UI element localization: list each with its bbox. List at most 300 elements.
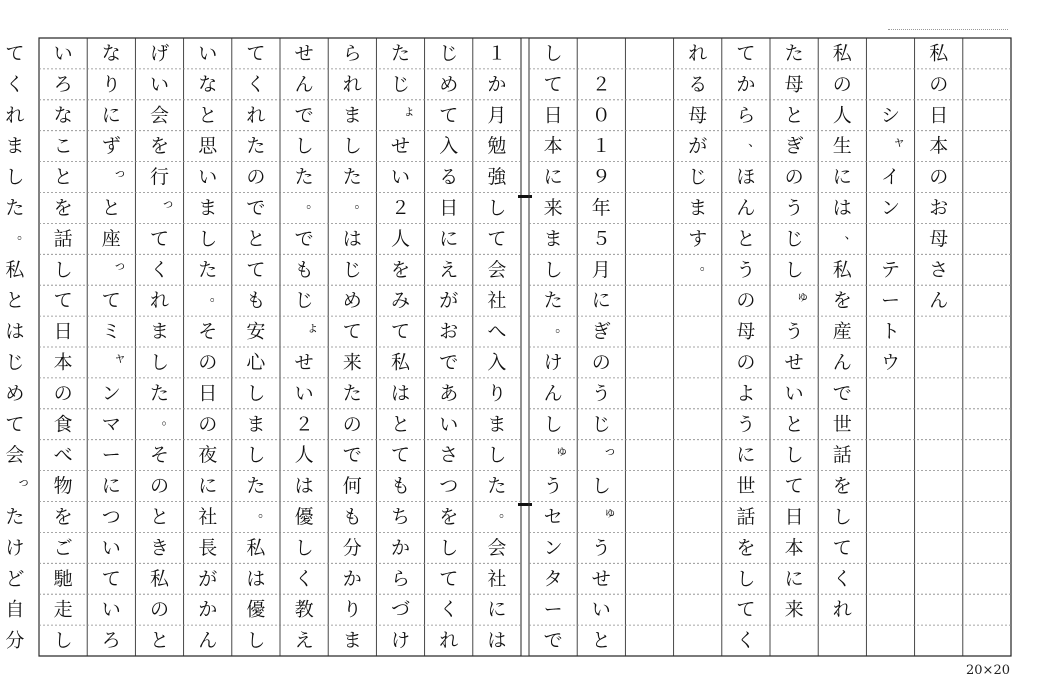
manuscript-char: 日 (53, 320, 73, 343)
manuscript-char: め (439, 73, 459, 96)
manuscript-char: り (101, 73, 121, 96)
manuscript-char: ま (342, 629, 362, 652)
manuscript-char: て (53, 289, 73, 312)
manuscript-char: マ (101, 413, 121, 436)
manuscript-char: く (246, 73, 266, 96)
manuscript-char: 座 (101, 227, 121, 250)
manuscript-char: が (688, 135, 708, 158)
manuscript-char: そ (149, 444, 170, 467)
manuscript-char: し (439, 536, 459, 559)
manuscript-char: し (832, 505, 852, 528)
manuscript-char: 行 (149, 166, 170, 189)
manuscript-column-2 (929, 42, 949, 311)
manuscript-column-19 (102, 42, 127, 651)
manuscript-char: し (736, 567, 756, 590)
manuscript-char: た (784, 42, 804, 65)
manuscript-char: さ (439, 444, 459, 467)
manuscript-char: ー (101, 444, 121, 467)
manuscript-char: う (543, 475, 563, 498)
manuscript-char: し (487, 196, 507, 219)
manuscript-char: に (487, 598, 507, 621)
manuscript-char: の (929, 73, 949, 96)
manuscript-char: で (294, 104, 314, 127)
manuscript-char: ろ (53, 73, 73, 96)
manuscript-char: ゅ (603, 505, 617, 521)
manuscript-char: を (149, 135, 170, 158)
manuscript-char: い (439, 413, 459, 436)
manuscript-char: ン (543, 536, 563, 559)
manuscript-char: う (591, 536, 611, 559)
manuscript-char: と (101, 196, 121, 219)
manuscript-char: の (929, 166, 949, 189)
manuscript-char: づ (390, 598, 411, 621)
manuscript-char: し (294, 536, 314, 559)
manuscript-char: 、 (748, 134, 762, 150)
manuscript-char: ら (736, 104, 756, 127)
manuscript-char: し (246, 629, 266, 652)
manuscript-column-9 (592, 73, 617, 651)
manuscript-char: 私 (5, 258, 25, 281)
manuscript-char: て (101, 567, 121, 590)
manuscript-char: と (591, 629, 611, 652)
manuscript-char: ０ (591, 104, 611, 127)
manuscript-char: に (198, 475, 218, 498)
manuscript-char: 私 (832, 258, 852, 281)
manuscript-char: っ (603, 443, 617, 459)
manuscript-char: っ (113, 258, 127, 274)
manuscript-char: た (5, 505, 25, 528)
manuscript-char: １ (487, 42, 507, 65)
manuscript-char: で (294, 227, 314, 250)
manuscript-char: て (149, 227, 170, 250)
manuscript-char: お (439, 320, 459, 343)
center-fold-band (521, 38, 529, 656)
manuscript-char: み (390, 289, 411, 312)
manuscript-char: に (591, 289, 611, 312)
manuscript-char: 長 (198, 536, 218, 559)
manuscript-column-10 (544, 42, 569, 651)
manuscript-char: ど (5, 567, 25, 590)
manuscript-column-18 (150, 42, 175, 651)
manuscript-char: 会 (149, 104, 170, 127)
manuscript-char: は (487, 629, 507, 652)
manuscript-char: イ (880, 166, 901, 189)
manuscript-char: ー (880, 289, 901, 312)
manuscript-char: つ (439, 475, 459, 498)
manuscript-char: じ (294, 289, 314, 312)
manuscript-char: と (784, 413, 804, 436)
manuscript-char: く (832, 567, 852, 590)
manuscript-char: じ (390, 73, 411, 96)
manuscript-char: く (5, 73, 25, 96)
manuscript-char: へ (487, 320, 507, 343)
manuscript-char: 優 (294, 505, 314, 528)
manuscript-char: は (342, 227, 362, 250)
manuscript-char: 。 (209, 289, 223, 305)
manuscript-char: な (198, 73, 218, 96)
manuscript-char: 教 (294, 598, 314, 621)
manuscript-char: れ (439, 629, 459, 652)
manuscript-char: た (543, 289, 563, 312)
manuscript-char: れ (149, 289, 170, 312)
manuscript-char: す (688, 227, 708, 250)
manuscript-char: 話 (53, 227, 73, 250)
manuscript-char: と (784, 104, 804, 127)
manuscript-char: と (390, 413, 411, 436)
manuscript-char: で (832, 382, 852, 405)
manuscript-char: う (591, 382, 611, 405)
manuscript-char: 。 (354, 196, 368, 212)
manuscript-char: よ (736, 382, 756, 405)
manuscript-char: い (294, 382, 314, 405)
manuscript-char: っ (161, 196, 175, 212)
manuscript-char: し (784, 258, 804, 281)
manuscript-char: も (390, 475, 411, 498)
manuscript-char: の (591, 351, 611, 374)
manuscript-char: 話 (832, 444, 852, 467)
manuscript-char: 。 (306, 196, 320, 212)
manuscript-char: を (736, 536, 756, 559)
manuscript-char: ん (198, 629, 218, 652)
manuscript-char: て (101, 289, 121, 312)
manuscript-char: 日 (439, 196, 459, 219)
manuscript-char: と (736, 227, 756, 250)
manuscript-char: ま (5, 135, 25, 158)
manuscript-char: し (591, 475, 611, 498)
center-fold-mark (518, 195, 532, 198)
manuscript-char: を (832, 475, 852, 498)
manuscript-char: れ (832, 598, 852, 621)
manuscript-char: 分 (342, 536, 362, 559)
manuscript-char: 本 (53, 351, 73, 374)
manuscript-char: に (101, 104, 121, 127)
manuscript-char: け (390, 629, 411, 652)
manuscript-char: ２ (390, 196, 411, 219)
manuscript-char: な (101, 42, 121, 65)
manuscript-char: べ (53, 444, 73, 467)
manuscript-char: ろ (101, 629, 121, 652)
manuscript-char: で (543, 629, 563, 652)
manuscript-char: は (5, 320, 25, 343)
manuscript-char: も (246, 289, 266, 312)
manuscript-char: し (53, 258, 73, 281)
manuscript-char: 思 (198, 135, 218, 158)
manuscript-char: 。 (499, 505, 513, 521)
manuscript-char: た (342, 166, 362, 189)
manuscript-char: れ (5, 104, 25, 127)
manuscript-char: 来 (784, 598, 804, 621)
manuscript-char: ご (53, 536, 73, 559)
manuscript-char: ゅ (555, 443, 569, 459)
manuscript-char: て (246, 258, 266, 281)
manuscript-char: り (342, 598, 362, 621)
manuscript-char: し (784, 444, 804, 467)
manuscript-char: 月 (591, 258, 611, 281)
manuscript-char: じ (342, 258, 362, 281)
manuscript-char: か (487, 73, 507, 96)
manuscript-char: ん (736, 196, 756, 219)
manuscript-char: ん (832, 351, 852, 374)
manuscript-char: た (294, 166, 314, 189)
manuscript-char: じ (439, 42, 459, 65)
manuscript-char: ミ (101, 320, 121, 343)
manuscript-char: が (198, 567, 218, 590)
manuscript-char: く (439, 598, 459, 621)
manuscript-char: は (390, 382, 411, 405)
manuscript-char: も (294, 258, 314, 281)
manuscript-char: い (784, 382, 804, 405)
manuscript-char: は (294, 475, 314, 498)
manuscript-char: 人 (832, 104, 852, 127)
manuscript-char: 本 (543, 135, 563, 158)
manuscript-char: ん (929, 289, 949, 312)
manuscript-char: こ (53, 135, 73, 158)
manuscript-char: れ (246, 104, 266, 127)
manuscript-char: し (543, 42, 563, 65)
manuscript-char: い (149, 73, 170, 96)
manuscript-char: 私 (390, 351, 411, 374)
manuscript-char: ５ (591, 227, 611, 250)
manuscript-char: 来 (342, 351, 362, 374)
manuscript-char: さ (929, 258, 949, 281)
manuscript-char: ャ (892, 134, 906, 150)
manuscript-char: ぎ (591, 320, 611, 343)
manuscript-char: も (342, 505, 362, 528)
manuscript-char: え (294, 629, 314, 652)
manuscript-char: た (342, 382, 362, 405)
manuscript-char: て (390, 320, 411, 343)
manuscript-char: の (342, 413, 362, 436)
manuscript-char: じ (784, 227, 804, 250)
manuscript-char: た (487, 475, 507, 498)
manuscript-char: い (198, 42, 218, 65)
manuscript-char: と (149, 505, 170, 528)
manuscript-char: ２ (591, 73, 611, 96)
manuscript-char: に (543, 166, 563, 189)
manuscript-char: 日 (929, 104, 949, 127)
manuscript-char: せ (390, 135, 411, 158)
manuscript-char: ず (101, 135, 121, 158)
manuscript-char: の (784, 166, 804, 189)
manuscript-char: し (543, 258, 563, 281)
manuscript-char: げ (149, 42, 170, 65)
manuscript-char: 社 (487, 289, 507, 312)
manuscript-char: じ (5, 351, 25, 374)
manuscript-char: 私 (929, 42, 949, 65)
manuscript-char: か (736, 73, 756, 96)
manuscript-char: 安 (246, 320, 266, 343)
manuscript-char: は (246, 567, 266, 590)
manuscript-char: せ (591, 567, 611, 590)
manuscript-char: れ (688, 42, 708, 65)
manuscript-char: ん (543, 382, 563, 405)
manuscript-char: じ (688, 166, 708, 189)
manuscript-char: け (5, 536, 25, 559)
manuscript-char: に (784, 567, 804, 590)
manuscript-char: て (543, 73, 563, 96)
manuscript-char: 強 (487, 166, 507, 189)
manuscript-char: る (688, 73, 708, 96)
manuscript-char: テ (880, 258, 901, 281)
manuscript-char: て (832, 536, 852, 559)
manuscript-char: １ (591, 135, 611, 158)
manuscript-char: ほ (736, 166, 756, 189)
manuscript-char: た (5, 196, 25, 219)
manuscript-char: し (149, 351, 170, 374)
manuscript-char: し (53, 629, 73, 652)
manuscript-char: ン (880, 196, 901, 219)
manuscript-char: お (929, 196, 949, 219)
manuscript-char: し (246, 382, 266, 405)
manuscript-char: の (149, 475, 170, 498)
manuscript-char: せ (294, 351, 314, 374)
manuscript-char: 。 (17, 227, 31, 243)
manuscript-char: 人 (294, 444, 314, 467)
manuscript-char: し (5, 166, 25, 189)
manuscript-char: 産 (832, 320, 852, 343)
manuscript-char: 物 (53, 475, 73, 498)
manuscript-char: い (101, 598, 121, 621)
manuscript-char: で (439, 351, 459, 374)
manuscript-char: し (342, 135, 362, 158)
manuscript-char: せ (784, 351, 804, 374)
manuscript-char: う (784, 320, 804, 343)
manuscript-char: 何 (342, 475, 362, 498)
manuscript-char: と (53, 166, 73, 189)
manuscript-char: ャ (113, 351, 127, 367)
manuscript-char: 母 (784, 73, 804, 96)
manuscript-char: い (390, 166, 411, 189)
manuscript-char: じ (591, 413, 611, 436)
manuscript-char: の (53, 382, 73, 405)
manuscript-char: な (53, 104, 73, 127)
manuscript-char: て (246, 42, 266, 65)
manuscript-char: り (487, 382, 507, 405)
manuscript-char: か (198, 598, 218, 621)
manuscript-char: セ (543, 505, 563, 528)
manuscript-char: の (832, 73, 852, 96)
manuscript-char: の (149, 598, 170, 621)
manuscript-char: せ (294, 42, 314, 65)
manuscript-char: い (591, 598, 611, 621)
manuscript-char: ウ (880, 351, 901, 374)
manuscript-char: が (439, 289, 459, 312)
manuscript-char: ま (688, 196, 708, 219)
manuscript-char: に (101, 475, 121, 498)
manuscript-char: 私 (832, 42, 852, 65)
manuscript-char: た (246, 475, 266, 498)
manuscript-char: て (736, 598, 756, 621)
manuscript-char: 。 (258, 505, 272, 521)
manuscript-char: ー (543, 598, 563, 621)
manuscript-char: っ (113, 165, 127, 181)
manuscript-char: 会 (487, 536, 507, 559)
manuscript-char: ま (487, 413, 507, 436)
manuscript-char: 勉 (487, 135, 507, 158)
manuscript-char: て (784, 475, 804, 498)
manuscript-char: に (439, 227, 459, 250)
manuscript-char: め (342, 289, 362, 312)
manuscript-char: 。 (555, 320, 569, 336)
manuscript-char: ２ (294, 413, 314, 436)
manuscript-char: 優 (246, 598, 266, 621)
manuscript-char: 私 (246, 536, 266, 559)
manuscript-char: 。 (699, 258, 713, 274)
manuscript-char: て (342, 320, 362, 343)
manuscript-char: 会 (5, 444, 25, 467)
manuscript-char: を (832, 289, 852, 312)
manuscript-char: の (198, 413, 218, 436)
manuscript-char: 生 (832, 135, 852, 158)
manuscript-char: い (101, 536, 121, 559)
manuscript-column-4 (833, 42, 858, 620)
manuscript-char: ン (101, 382, 121, 405)
manuscript-char: う (784, 196, 804, 219)
manuscript-char: ょ (306, 320, 320, 336)
manuscript-char: 話 (736, 505, 756, 528)
manuscript-char: 本 (784, 536, 804, 559)
manuscript-char: そ (198, 320, 218, 343)
manuscript-char: ト (880, 320, 901, 343)
manuscript-char: れ (342, 73, 362, 96)
manuscript-column-5 (785, 42, 810, 620)
manuscript-char: し (487, 444, 507, 467)
manuscript-char: 社 (198, 505, 218, 528)
manuscript-char: か (390, 536, 411, 559)
manuscript-char: の (198, 351, 218, 374)
manuscript-char: し (294, 135, 314, 158)
manuscript-char: く (294, 567, 314, 590)
manuscript-char: を (439, 505, 459, 528)
manuscript-char: う (736, 413, 756, 436)
manuscript-char: 日 (198, 382, 218, 405)
manuscript-char: て (487, 227, 507, 250)
manuscript-char: か (342, 567, 362, 590)
manuscript-char: て (5, 413, 25, 436)
manuscript-char: け (543, 351, 563, 374)
manuscript-char: と (5, 289, 25, 312)
manuscript-char: て (736, 42, 756, 65)
manuscript-char: シ (880, 104, 901, 127)
manuscript-char: 日 (784, 505, 804, 528)
manuscript-char: て (5, 42, 25, 65)
manuscript-char: ま (543, 227, 563, 250)
manuscript-char: 母 (688, 104, 708, 127)
manuscript-char: き (149, 536, 170, 559)
manuscript-char: ぎ (784, 135, 804, 158)
manuscript-char: い (53, 42, 73, 65)
manuscript-char: 世 (736, 475, 756, 498)
manuscript-char: ま (246, 413, 266, 436)
manuscript-char: 月 (487, 104, 507, 127)
manuscript-char: て (439, 104, 459, 127)
manuscript-char: 馳 (53, 567, 73, 590)
manuscript-char: を (53, 505, 73, 528)
manuscript-char: 夜 (198, 444, 218, 467)
manuscript-char: し (246, 444, 266, 467)
manuscript-char: 心 (246, 351, 266, 374)
manuscript-char: の (736, 351, 756, 374)
manuscript-char: ９ (591, 166, 611, 189)
manuscript-char: 世 (832, 413, 852, 436)
manuscript-char: め (5, 382, 25, 405)
manuscript-char: 走 (53, 598, 73, 621)
manuscript-char: ゅ (796, 289, 810, 305)
manuscript-char: 母 (736, 320, 756, 343)
manuscript-char: つ (101, 505, 121, 528)
manuscript-char: 入 (487, 351, 507, 374)
manuscript-char: る (439, 166, 459, 189)
